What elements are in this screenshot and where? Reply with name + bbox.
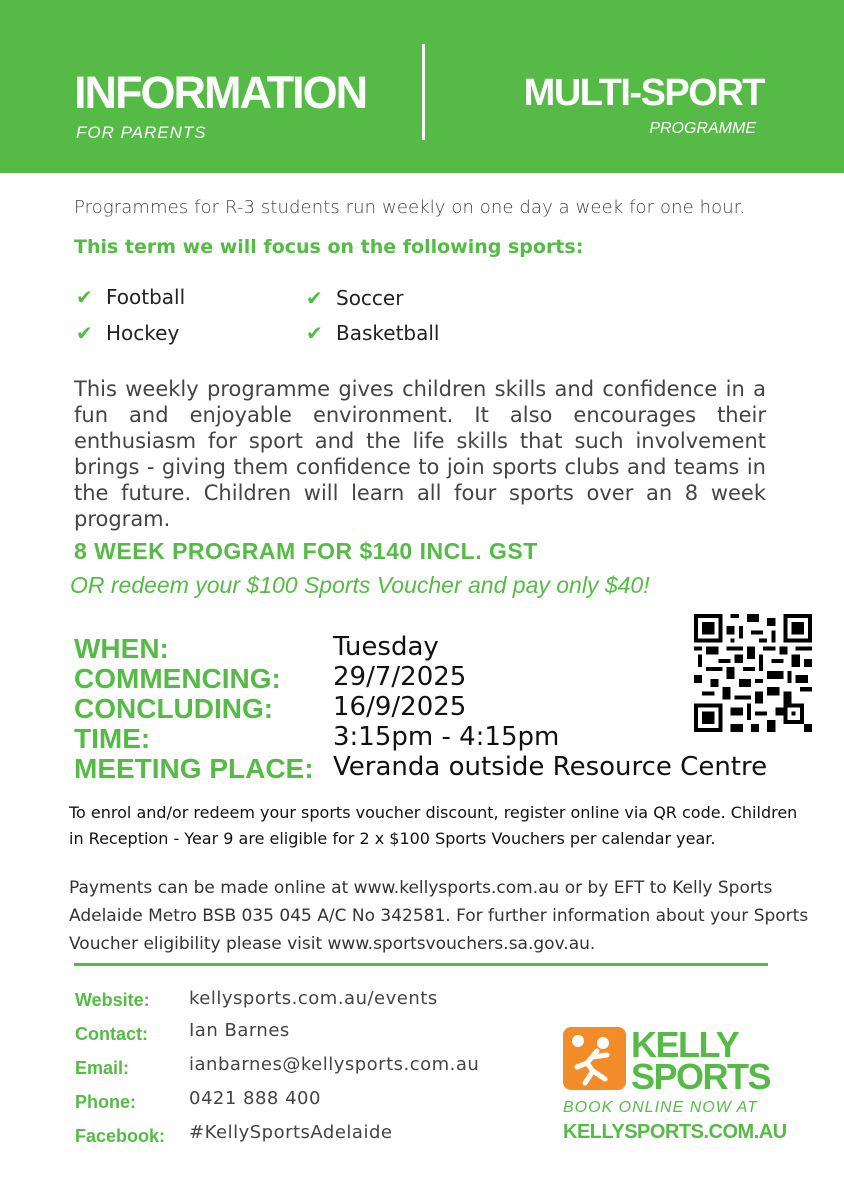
logo-text-sports: SPORTS — [631, 1056, 771, 1097]
payment-information: Payments can be made online at www.kellysports.com.au or by EFT to Kelly Sports Adelaide Metro BSB 035 045 A/C No 342581. For further information about your Sports Voucher eligibility please visit www.sportsvouchers.sa.gov.au. — [69, 878, 809, 954]
book-online-text: BOOK ONLINE NOW AT — [563, 1099, 758, 1116]
detail-label-when: WHEN: — [74, 633, 169, 664]
contact-label-website: Website: — [75, 990, 150, 1010]
contact-value-phone[interactable]: 0421 888 400 — [189, 1088, 321, 1109]
section-divider — [74, 963, 768, 966]
sport-item — [306, 321, 439, 345]
contact-value-email[interactable]: ianbarnes@kellysports.com.au — [189, 1054, 480, 1075]
detail-value-commencing: 29/7/2025 — [333, 662, 467, 692]
website-link[interactable]: KELLYSPORTS.COM.AU — [563, 1121, 787, 1143]
sport-label: Football — [106, 285, 186, 309]
intro-text: Programmes for R-3 students run weekly on one day a week for one hour. — [74, 197, 746, 218]
detail-value-when: Tuesday — [333, 632, 439, 662]
header-divider — [422, 44, 425, 140]
detail-label-concluding: CONCLUDING: — [74, 693, 274, 724]
contact-label-facebook: Facebook: — [75, 1126, 166, 1146]
focus-heading: This term we will focus on the following sports: — [74, 236, 584, 258]
logo-text-kelly: KELLY — [631, 1024, 739, 1065]
price-line: 8 WEEK PROGRAM FOR $140 INCL. GST — [74, 538, 538, 564]
contact-label-email: Email: — [75, 1058, 130, 1078]
sport-label: Basketball — [336, 321, 440, 345]
kelly-sports-logo-icon — [563, 1027, 626, 1090]
check-icon: ✔ — [76, 285, 93, 309]
detail-label-meeting-place: MEETING PLACE: — [74, 753, 314, 784]
sport-label: Soccer — [336, 286, 404, 310]
detail-label-time: TIME: — [74, 723, 151, 754]
detail-label-commencing: COMMENCING: — [74, 663, 281, 694]
detail-value-time: 3:15pm - 4:15pm — [333, 722, 560, 752]
enrol-instructions: To enrol and/or redeem your sports voucher discount, register online via QR code. Children in Reception - Year 9 are eligible for 2 x $100 Sports Vouchers per calendar year. — [69, 803, 798, 848]
check-icon: ✔ — [306, 321, 323, 345]
contact-value-website[interactable]: kellysports.com.au/events — [189, 988, 438, 1009]
sport-item — [76, 321, 179, 345]
sport-item — [306, 286, 403, 310]
contact-value-contact: Ian Barnes — [189, 1020, 290, 1041]
header-title-multisport: MULTI-SPORT — [523, 72, 764, 114]
contact-label-contact: Contact: — [75, 1024, 148, 1044]
sport-label: Hockey — [106, 321, 180, 345]
check-icon: ✔ — [306, 286, 323, 310]
detail-value-concluding: 16/9/2025 — [333, 692, 467, 722]
qr-code-icon[interactable] — [694, 614, 812, 732]
check-icon: ✔ — [76, 321, 93, 345]
sport-item — [76, 285, 185, 309]
contact-label-phone: Phone: — [75, 1092, 136, 1112]
voucher-line: OR redeem your $100 Sports Voucher and pay only $40! — [70, 572, 650, 598]
header-subtitle-parents: FOR PARENTS — [76, 123, 207, 142]
header-title-information: INFORMATION — [74, 67, 367, 118]
detail-value-meeting-place: Veranda outside Resource Centre — [333, 752, 768, 782]
contact-value-facebook[interactable]: #KellySportsAdelaide — [189, 1122, 393, 1143]
programme-description: This weekly programme gives children skills and confidence in a fun and enjoyable environment. It also encourages their enthusiasm for sport and the life skills that such involvement brings - giving them confidence to join sports clubs and teams in the future. Children will learn all four sports over an 8 week program. — [74, 377, 766, 531]
running-figure-icon — [563, 1027, 626, 1090]
header-banner — [0, 0, 844, 173]
header-subtitle-programme: PROGRAMME — [649, 120, 756, 137]
